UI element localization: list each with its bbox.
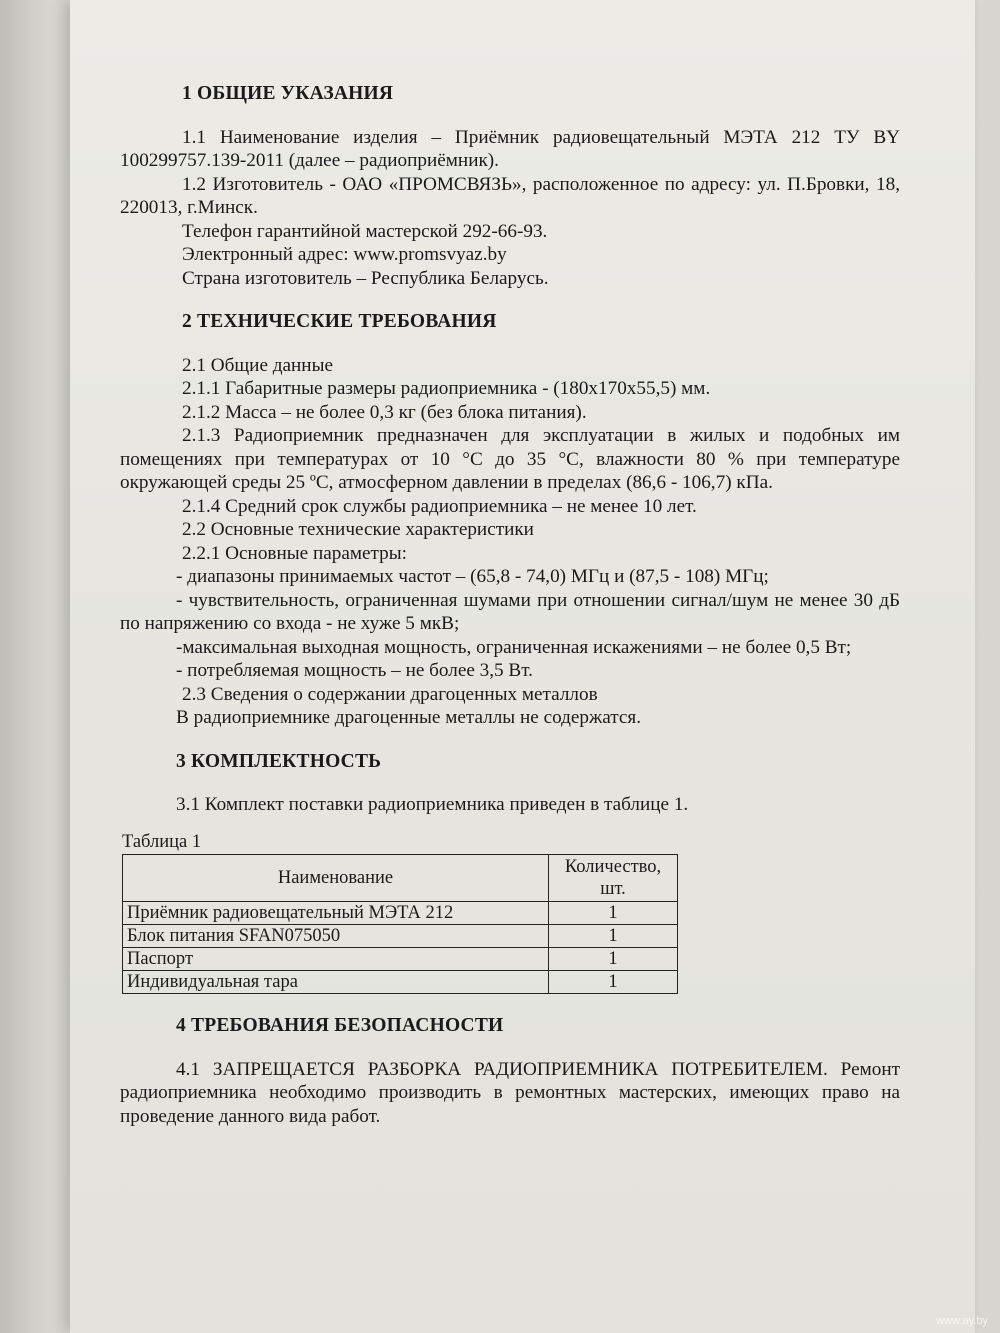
table-row — [123, 948, 678, 971]
document-page — [120, 82, 900, 1128]
item-2-3: 2.3 Сведения о содержании драгоценных металлов — [182, 683, 598, 705]
table-cell-name: Блок питания SFAN075050 — [123, 925, 549, 948]
phone-line: Телефон гарантийной мастерской 292-66-93. — [182, 220, 548, 242]
kit-table — [122, 854, 678, 994]
table-header-qty: Количество, шт. — [549, 855, 678, 902]
table-cell-qty: 1 — [549, 925, 678, 948]
item-2-1-2: 2.1.2 Масса – не более 0,3 кг (без блока питания). — [182, 401, 587, 423]
paragraph-3-1: 3.1 Комплект поставки радиоприемника приведен в таблице 1. — [176, 794, 689, 815]
item-2-1-1: 2.1.1 Габаритные размеры радиоприемника - (180x170x55,5) мм. — [182, 378, 711, 399]
table-row — [123, 925, 678, 948]
item-2-1-3: 2.1.3 Радиоприемник предназначен для эксплуатации в жилых и подобных им помещениях при температурах от 10 °С до 35 °С, влажности 80 % при температуре окружающей среды 25 ºС, атмосферном давлении в пределах (86,6 - 106,7) кПа. — [120, 425, 900, 493]
table-row — [123, 902, 678, 925]
section-4-title: 4 ТРЕБОВАНИЯ БЕЗОПАСНОСТИ — [176, 1015, 504, 1036]
param-frequency: - диапазоны принимаемых частот – (65,8 - 74,0) МГц и (87,5 - 108) МГц; — [176, 566, 769, 587]
table-cell-qty: 1 — [549, 948, 678, 971]
param-sensitivity: - чувствительность, ограниченная шумами при отношении сигнал/шум не менее 30 дБ по напряжению со входа - не хуже 5 мкВ; — [120, 589, 900, 634]
section-1-title: 1 ОБЩИЕ УКАЗАНИЯ — [182, 83, 394, 104]
paragraph-1-2: 1.2 Изготовитель - ОАО «ПРОМСВЯЗЬ», расположенное по адресу: ул. П.Бровки, 18, 220013, г.Минск. — [120, 173, 900, 218]
paragraph-4-1: 4.1 ЗАПРЕЩАЕТСЯ РАЗБОРКА РАДИОПРИЕМНИКА ПОТРЕБИТЕЛЕМ. Ремонт радиоприемника необходимо производить в ремонтных мастерских, имеющих право на проведение данного вида работ. — [120, 1058, 900, 1127]
param-consumed-power: - потребляемая мощность – не более 3,5 Вт. — [176, 660, 533, 681]
table-header-row — [123, 855, 678, 902]
table-cell-name: Паспорт — [123, 948, 549, 971]
table-cell-qty: 1 — [549, 971, 678, 994]
metals-note: В радиоприемнике драгоценные металлы не содержатся. — [176, 707, 642, 728]
item-2-2: 2.2 Основные технические характеристики — [182, 519, 534, 540]
param-output-power: -максимальная выходная мощность, ограниченная искажениями – не более 0,5 Вт; — [176, 636, 852, 658]
table-caption: Таблица 1 — [122, 831, 202, 852]
watermark: www.ay.by — [936, 1315, 988, 1327]
country-line: Страна изготовитель – Республика Беларусь. — [182, 267, 549, 289]
item-2-1-4: 2.1.4 Средний срок службы радиоприемника – не менее 10 лет. — [182, 495, 697, 517]
table-cell-name: Приёмник радиовещательный МЭТА 212 — [123, 902, 549, 925]
email-line: Электронный адрес: www.promsvyaz.by — [182, 244, 507, 265]
table-cell-qty: 1 — [549, 902, 678, 925]
section-2-title: 2 ТЕХНИЧЕСКИЕ ТРЕБОВАНИЯ — [182, 311, 497, 332]
section-3-title: 3 КОМПЛЕКТНОСТЬ — [176, 750, 382, 772]
table-header-name: Наименование — [123, 855, 549, 902]
table-row — [123, 971, 678, 994]
item-2-1: 2.1 Общие данные — [182, 354, 333, 376]
paragraph-1-1: 1.1 Наименование изделия – Приёмник радиовещательный МЭТА 212 ТУ BY 100299757.139-2011 (далее – радиоприёмник). — [120, 126, 900, 171]
item-2-2-1: 2.2.1 Основные параметры: — [182, 542, 407, 564]
table-cell-name: Индивидуальная тара — [123, 971, 549, 994]
